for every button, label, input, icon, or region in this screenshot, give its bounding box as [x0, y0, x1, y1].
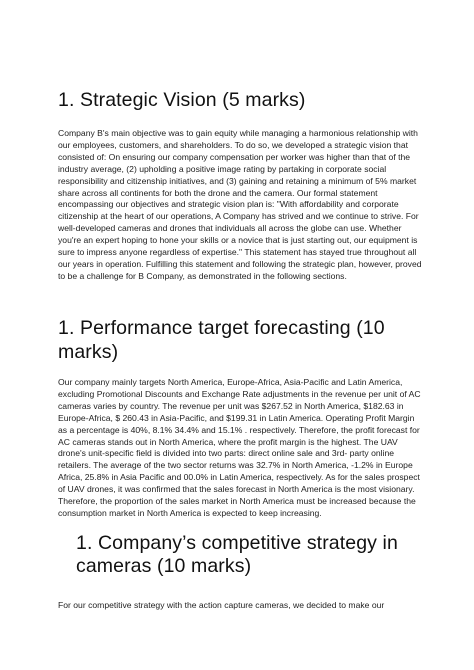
section-body-competitive-strategy: For our competitive strategy with the action capture cameras, we decided to make our [58, 600, 385, 610]
section-heading-strategic-vision: 1. Strategic Vision (5 marks) [58, 89, 306, 111]
section-body-strategic-vision: Company B's main objective was to gain equity while managing a harmonious relationship with our employees, customers, and shareholders. To do so, we developed a strategic vision that consisted of: On ensuring our company compensation per worker was higher than that of the industry average, (2) upholding a positive image rating by partaking in corporate social responsibility and citizenship initiatives, and (3) gaining and retaining a minimum of 5% market share across all continents for both the drone and the camera. Our formal statement encompassing our objectives and strategic vision plan is: "With affordability and corporate citizenship at the heart of our operations, A Company has strived and we continue to strive. For well-developed cameras and drones that individuals all across the globe can use. Whether you're an expert hoping to hone your skills or a novice that is just starting out, our equipment is sure to impress anyone regardless of expertise." This statement has stayed true throughout all our years in operation. Fulfilling this statement and following the strategic plan, however, proved to be a challenge for B Company, as demonstrated in the following sections. [58, 128, 422, 281]
section-heading-performance-forecasting: 1. Performance target forecasting (10 marks) [58, 317, 385, 363]
section-heading-competitive-strategy: 1. Company’s competitive strategy in cameras (10 marks) [76, 532, 398, 577]
section-body-performance-forecasting: Our company mainly targets North America, Europe-Africa, Asia-Pacific and Latin America, excluding Promotional Discounts and Exchange Rate adjustments in the revenue per unit of AC cameras varies by country. The revenue per unit was $267.52 in North America, $182.63 in Europe-Africa, $ 260.43 in Asia-Pacific, and $199.31 in Latin America. Operating Profit Margin as a percentage is 40%, 8.1% 34.4% and 15.1% . respectively. Therefore, the profit forecast for AC cameras stands out in North America, where the profit margin is the highest. The UAV drone's unit-specific field is divided into two parts: direct online sale and 3rd- party online retailers. The average of the two sector returns was 32.7% in North America, -1.2% in Europe Africa, 25.8% in Asia Pacific and 00.0% in Latin America, respectively. As for the sales prospect of UAV drones, it was confirmed that the sales forecast in North America is the most visionary. Therefore, the proportion of the sales market in North America must be increased because the consumption market in North America is expected to keep increasing. [58, 377, 421, 518]
